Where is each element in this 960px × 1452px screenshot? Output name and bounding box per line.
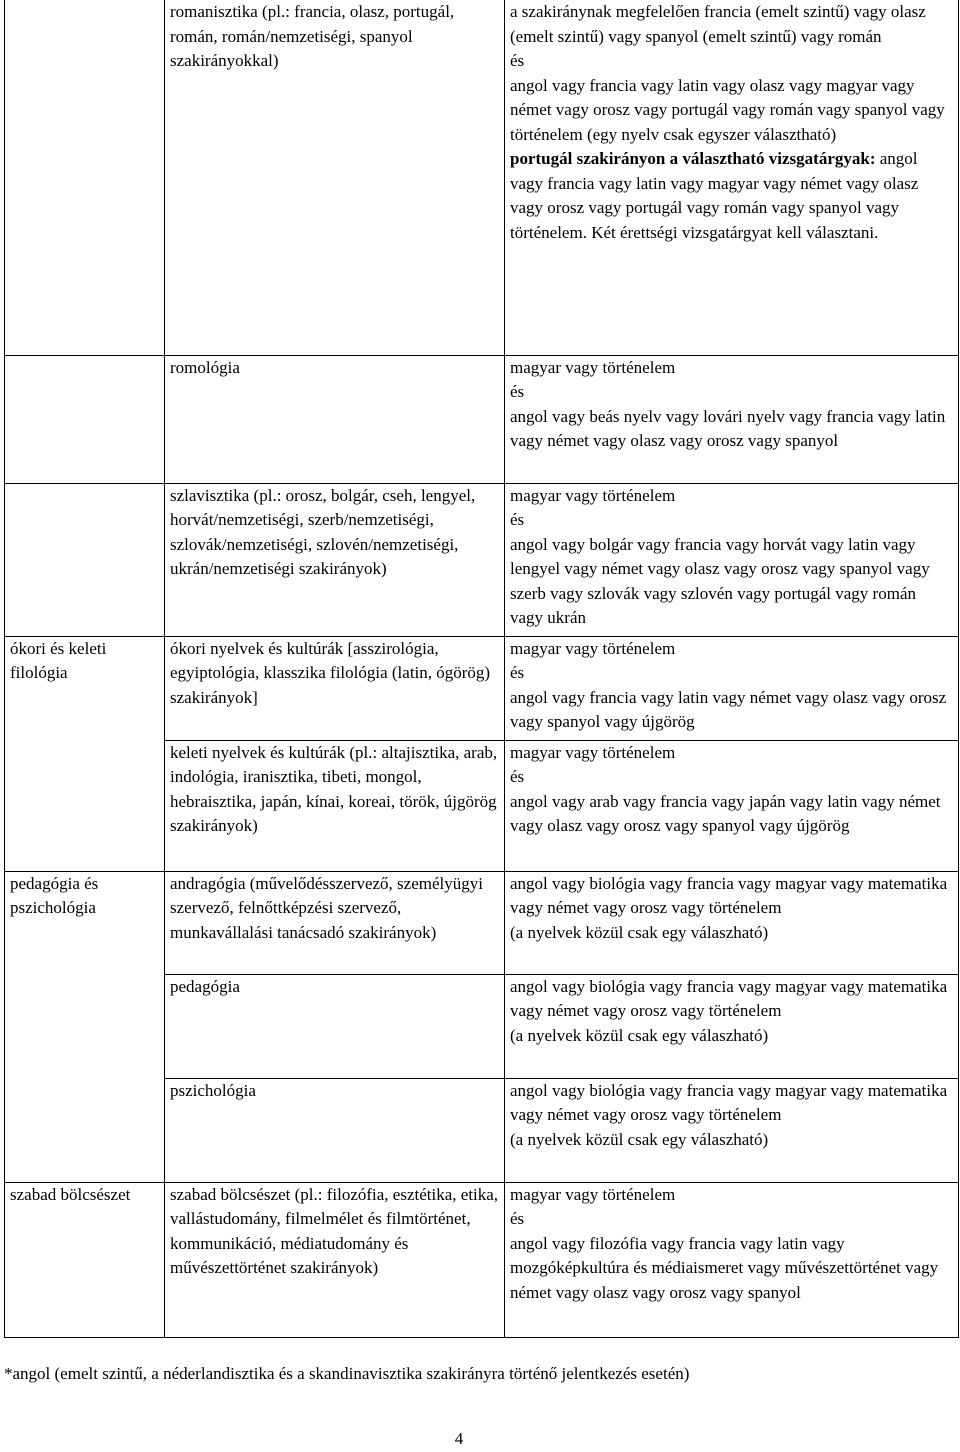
major-label: romanisztika (pl.: francia, olasz, portugál, román, román/nemzetiségi, spanyol szakirányokkal) [170, 2, 455, 70]
major-label: pedagógia [170, 976, 240, 996]
subjects-cell [505, 1182, 959, 1337]
subject-line: angol vagy filozófia vagy francia vagy latin vagy mozgóképkultúra és médiaismeret vagy művészettörténet vagy német vagy olasz vagy orosz vagy spanyol [510, 1233, 939, 1302]
subject-line: magyar vagy történelem [510, 638, 676, 658]
table-row [5, 0, 959, 355]
field-cell [5, 355, 165, 483]
admission-table [4, 0, 959, 1338]
subject-line: és [510, 1209, 525, 1228]
subject-line: (a nyelvek közül csak egy válaszható) [510, 1129, 769, 1149]
major-label: pszichológia [170, 1080, 256, 1100]
subjects-cell [505, 0, 959, 355]
major-cell [165, 355, 505, 483]
page-number: 4 [454, 1429, 464, 1448]
subject-line: magyar vagy történelem [510, 485, 676, 505]
subject-line: és [510, 382, 525, 401]
subject-line: magyar vagy történelem [510, 1184, 676, 1204]
field-label: szabad bölcsészet [10, 1184, 131, 1204]
subject-line: magyar vagy történelem [510, 357, 676, 377]
major-label: andragógia (művelődésszervező, személyügyi szervező, felnőttképzési szervező, munkavállalási tanácsadó szakirányok) [170, 873, 483, 942]
subjects-cell [505, 636, 959, 740]
footnote: *angol (emelt szintű, a néderlandisztika és a skandinavisztika szakirányra történő jelentkezés esetén) [4, 1364, 690, 1383]
subject-line: angol vagy beás nyelv vagy lovári nyelv vagy francia vagy latin vagy német vagy olasz vagy orosz vagy spanyol [510, 406, 946, 450]
field-cell [5, 1182, 165, 1337]
subject-line: angol vagy biológia vagy francia vagy magyar vagy matematika vagy német vagy orosz vagy történelem [510, 976, 948, 1020]
major-cell [165, 974, 505, 1078]
subject-line: angol vagy francia vagy latin vagy olasz vagy magyar vagy német vagy orosz vagy portugál vagy román vagy spanyol vagy történelem (egy nyelv csak egyszer választható) [510, 75, 945, 144]
major-cell [165, 740, 505, 871]
subject-line: angol vagy biológia vagy francia vagy magyar vagy matematika vagy német vagy orosz vagy történelem [510, 873, 948, 917]
subjects-cell [505, 740, 959, 871]
major-cell [165, 483, 505, 636]
major-cell [165, 1078, 505, 1182]
subject-line: (a nyelvek közül csak egy válaszható) [510, 1025, 769, 1045]
subject-line: és [510, 663, 525, 682]
subject-line: a szakiránynak megfelelően francia (emelt szintű) vagy olasz (emelt szintű) vagy spanyol (emelt szintű) vagy román [510, 2, 926, 46]
subject-line: (a nyelvek közül csak egy válaszható) [510, 922, 769, 942]
subject-line: és [510, 51, 525, 70]
subjects-cell [505, 1078, 959, 1182]
subject-line: angol vagy francia vagy latin vagy német vagy olasz vagy orosz vagy spanyol vagy újgörög [510, 687, 947, 731]
table-row [5, 483, 959, 636]
subject-line: magyar vagy történelem [510, 742, 676, 762]
subjects-cell [505, 355, 959, 483]
table-row [5, 355, 959, 483]
table-row [5, 871, 959, 974]
table-row [5, 636, 959, 740]
subject-line: angol vagy arab vagy francia vagy japán vagy latin vagy német vagy olasz vagy orosz vagy spanyol vagy újgörög [510, 791, 941, 835]
major-label: keleti nyelvek és kultúrák (pl.: altajisztika, arab, indológia, iranisztika, tibeti, mongol, hebraisztika, japán, kínai, koreai, török, újgörög szakirányok) [170, 742, 498, 835]
subject-line: és [510, 767, 525, 786]
subject-note-bold: portugál szakirányon a választható vizsgatárgyak: [510, 149, 876, 168]
field-cell [5, 483, 165, 636]
major-cell [165, 0, 505, 355]
table-row [5, 1182, 959, 1337]
subject-line: és [510, 510, 525, 529]
major-cell [165, 871, 505, 974]
major-label: szlavisztika (pl.: orosz, bolgár, cseh, lengyel, horvát/nemzetiségi, szerb/nemzetiségi, szlovák/nemzetiségi, szlovén/nemzetiségi, ukrán/nemzetiségi szakirányok) [170, 485, 476, 578]
major-label: szabad bölcsészet (pl.: filozófia, esztétika, etika, vallástudomány, filmelmélet és filmtörténet, kommunikáció, médiatudomány és művészettörténet szakirányok) [170, 1184, 499, 1277]
major-cell [165, 636, 505, 740]
subject-note-text: angol vagy francia vagy latin vagy magyar vagy német vagy olasz vagy orosz vagy portugál vagy román vagy spanyol vagy történelem. Két érettségi vizsgatárgyat kell választani. [510, 149, 919, 242]
major-cell [165, 1182, 505, 1337]
major-label: ókori nyelvek és kultúrák [asszirológia, egyiptológia, klasszika filológia (latin, ógörög) szakirányok] [170, 638, 491, 707]
field-label: ókori és keleti filológia [10, 638, 107, 682]
field-cell [5, 636, 165, 871]
field-cell [5, 0, 165, 355]
subjects-cell [505, 483, 959, 636]
subject-note [510, 147, 953, 245]
subjects-cell [505, 974, 959, 1078]
major-label: romológia [170, 357, 240, 377]
subject-line: angol vagy biológia vagy francia vagy magyar vagy matematika vagy német vagy orosz vagy történelem [510, 1080, 948, 1124]
subject-line: angol vagy bolgár vagy francia vagy horvát vagy latin vagy lengyel vagy német vagy olasz vagy orosz vagy spanyol vagy szerb vagy szlovák vagy szlovén vagy portugál vagy román vagy ukrán [510, 534, 930, 627]
field-cell [5, 871, 165, 1182]
subjects-cell [505, 871, 959, 974]
field-label: pedagógia és pszichológia [10, 873, 99, 917]
